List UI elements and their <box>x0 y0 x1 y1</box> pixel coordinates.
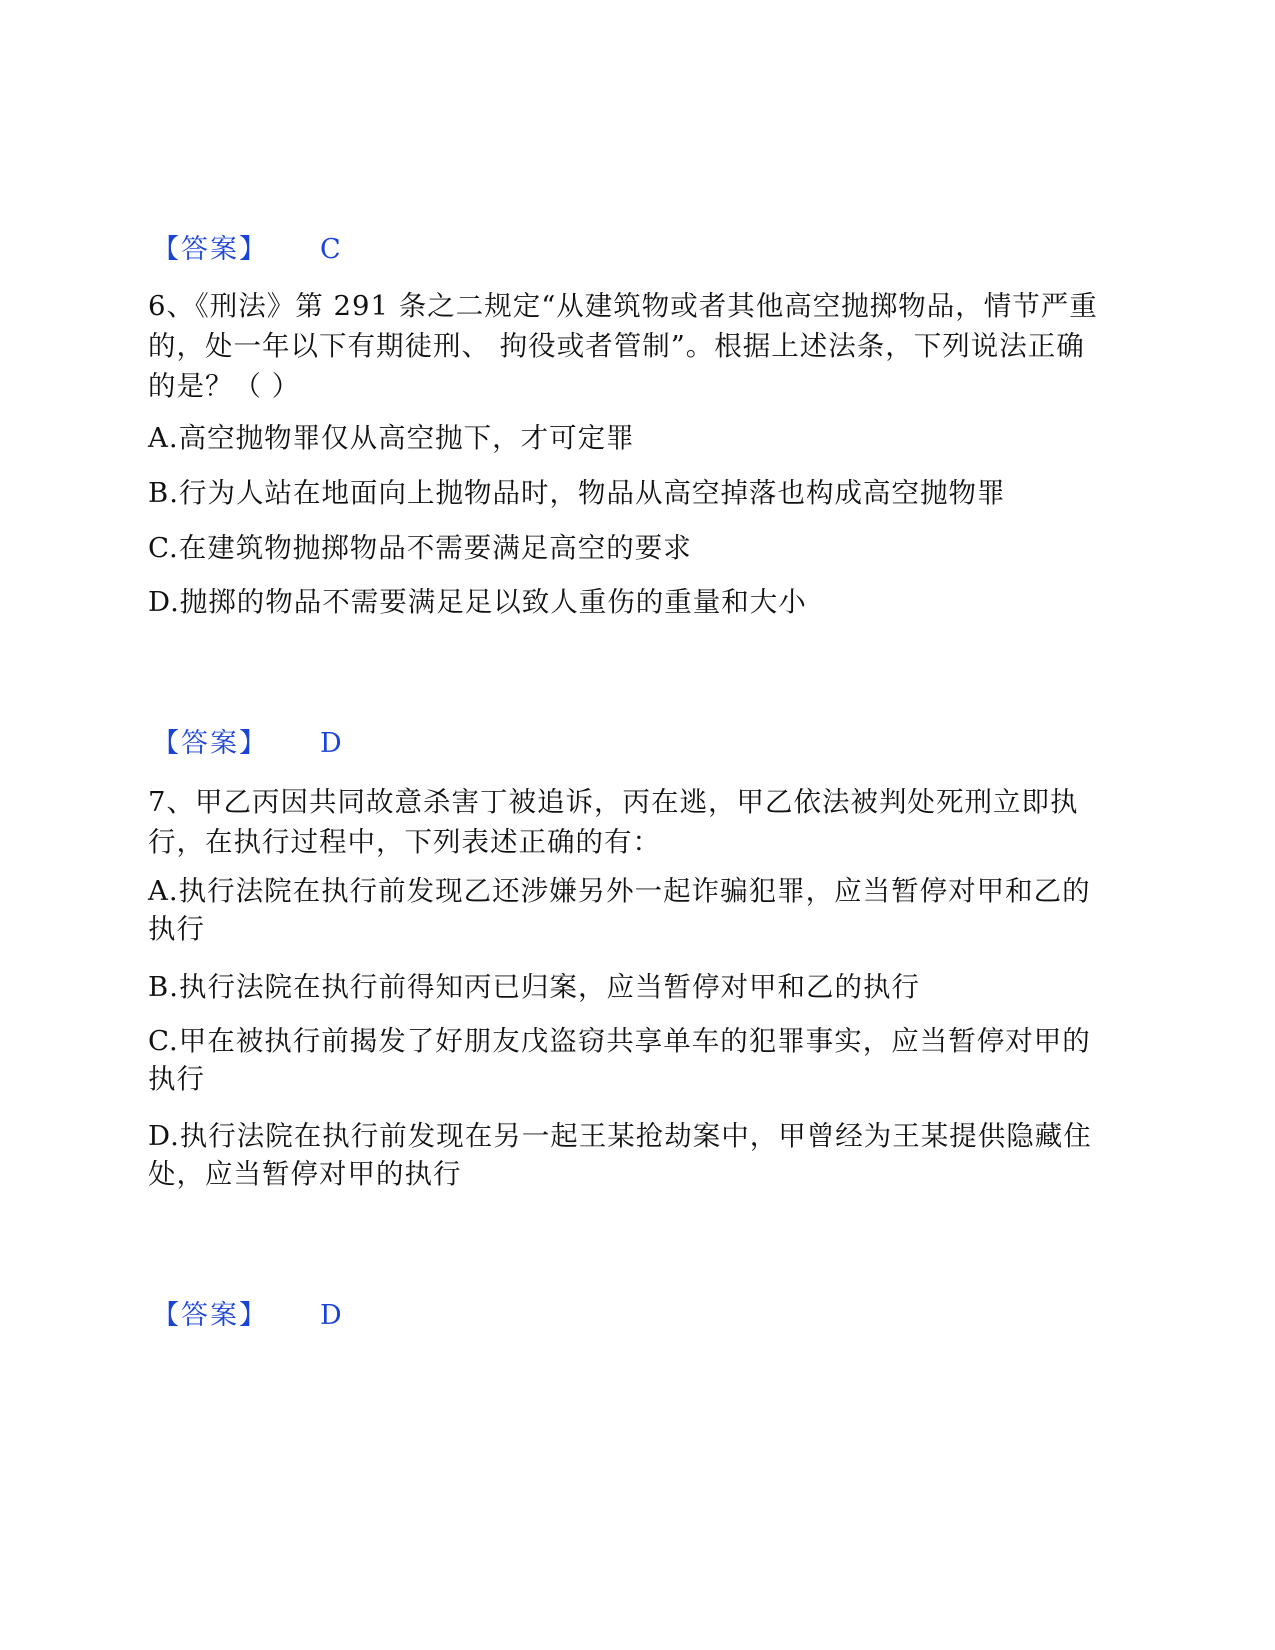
option-c: C.在建筑物抛掷物品不需要满足高空的要求 <box>148 532 692 564</box>
question-7 <box>148 782 1113 862</box>
option-b: B.执行法院在执行前得知丙已归案，应当暂停对甲和乙的执行 <box>148 971 920 1003</box>
answer-value: D <box>320 728 342 759</box>
option-list <box>148 1022 1113 1098</box>
answer-line <box>152 727 342 761</box>
option-c: C.甲在被执行前揭发了好朋友戊盗窃共享单车的犯罪事实，应当暂停对甲的执行 <box>148 1025 1091 1095</box>
option-b: B.行为人站在地面向上抛物品时，物品从高空掉落也构成高空抛物罪 <box>148 477 1006 509</box>
option-list <box>148 474 1113 512</box>
question-stem: 7、甲乙丙因共同故意杀害丁被追诉，丙在逃，甲乙依法被判处死刑立即执行，在执行过程中，下列表述正确的有： <box>148 786 1079 858</box>
option-list <box>148 1117 1113 1193</box>
option-list <box>148 968 1113 1006</box>
question-stem: 6、《刑法》第 291 条之二规定“从建筑物或者其他高空抛掷物品，情节严重的，处一年以下有期徒刑、 拘役或者管制”。根据上述法条，下列说法正确的是？（ ） <box>148 290 1098 402</box>
answer-value: C <box>320 234 341 265</box>
answer-value: D <box>320 1300 342 1331</box>
option-d: D.抛掷的物品不需要满足足以致人重伤的重量和大小 <box>148 586 807 618</box>
option-a: A.执行法院在执行前发现乙还涉嫌另外一起诈骗犯罪，应当暂停对甲和乙的执行 <box>148 875 1091 945</box>
option-d: D.执行法院在执行前发现在另一起王某抢劫案中，甲曾经为王某提供隐藏住处，应当暂停对甲的执行 <box>148 1120 1092 1190</box>
option-list <box>148 872 1113 948</box>
option-a: A.高空抛物罪仅从高空抛下，才可定罪 <box>148 422 635 454</box>
option-list <box>148 419 1113 457</box>
option-list <box>148 583 1113 621</box>
answer-line <box>152 233 341 267</box>
answer-label: 【答案】 <box>152 1300 268 1331</box>
answer-label: 【答案】 <box>152 728 268 759</box>
option-list <box>148 529 1113 567</box>
answer-label: 【答案】 <box>152 234 268 265</box>
question-6 <box>148 286 1113 406</box>
answer-line <box>152 1299 342 1333</box>
